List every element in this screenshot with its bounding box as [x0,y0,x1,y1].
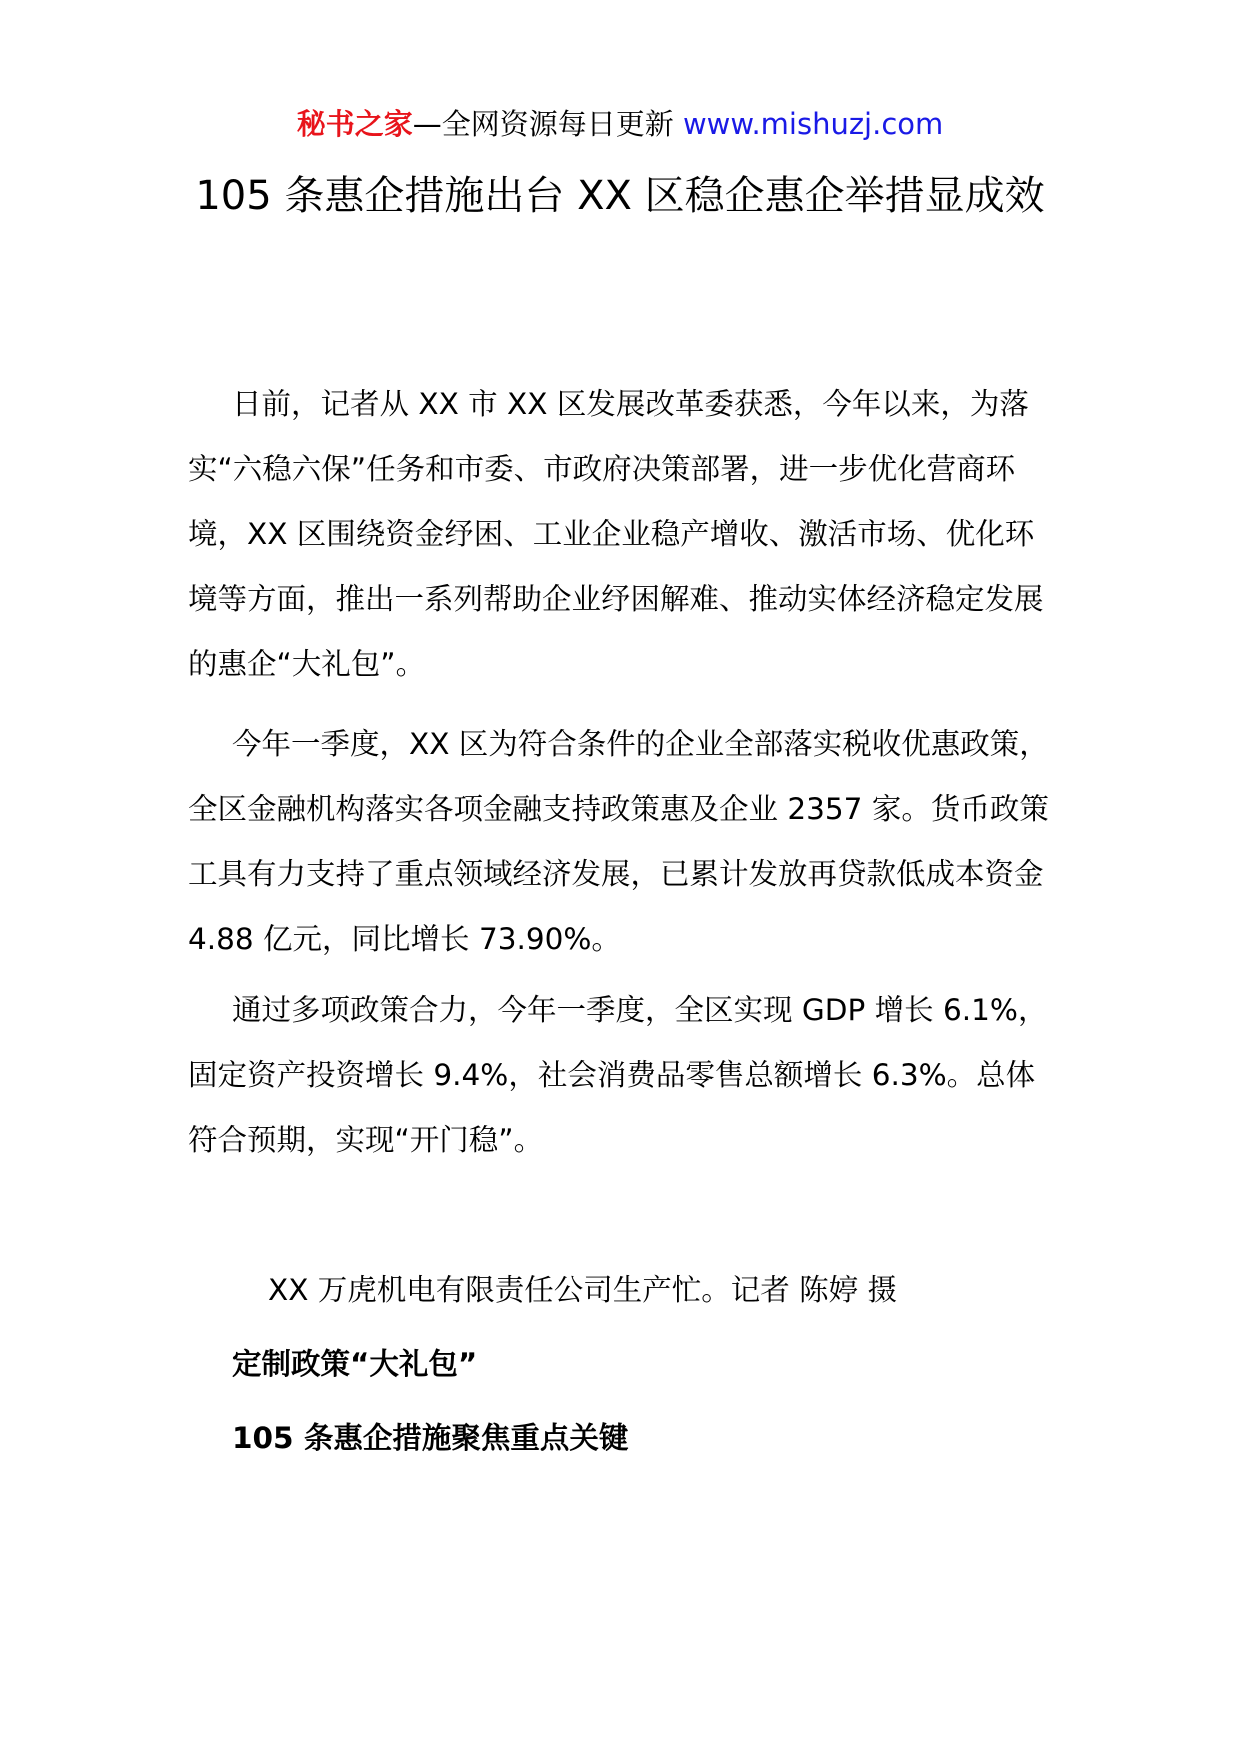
brand-name: 秘书之家 [296,107,413,141]
site-header [0,104,1240,144]
subheading-105-measures: 105 条惠企措施聚焦重点关键 [232,1421,629,1455]
header-tagline: —全网资源每日更新 [412,107,683,141]
photo-caption: XX 万虎机电有限责任公司生产忙。记者 陈婷 摄 [268,1273,898,1307]
site-url-link[interactable]: www.mishuzj.com [682,107,944,141]
article-title: 105 条惠企措施出台 XX 区稳企惠企举措显成效 [195,173,1045,219]
paragraph-intro: 日前，记者从 XX 市 XX 区发展改革委获悉，今年以来，为落实“六稳六保”任务和市委、市政府决策部署，进一步优化营商环境，XX 区围绕资金纾困、工业企业稳产增收、激活市场、优化环境等方面，推出一系列帮助企业纾困解难、推动实体经济稳定发展的惠企“大礼包”。 [188,387,1044,681]
paragraph-results: 通过多项政策合力，今年一季度，全区实现 GDP 增长 6.1%，固定资产投资增长 9.4%，社会消费品零售总额增长 6.3%。总体符合预期，实现“开门稳”。 [188,993,1048,1157]
paragraph-finance: 今年一季度，XX 区为符合条件的企业全部落实税收优惠政策，全区金融机构落实各项金融支持政策惠及企业 2357 家。货币政策工具有力支持了重点领域经济发展，已累计发放再贷款低成本资金 4.88 亿元，同比增长 73.90%。 [188,727,1049,956]
subheading-policy-package: 定制政策“大礼包” [232,1347,478,1381]
